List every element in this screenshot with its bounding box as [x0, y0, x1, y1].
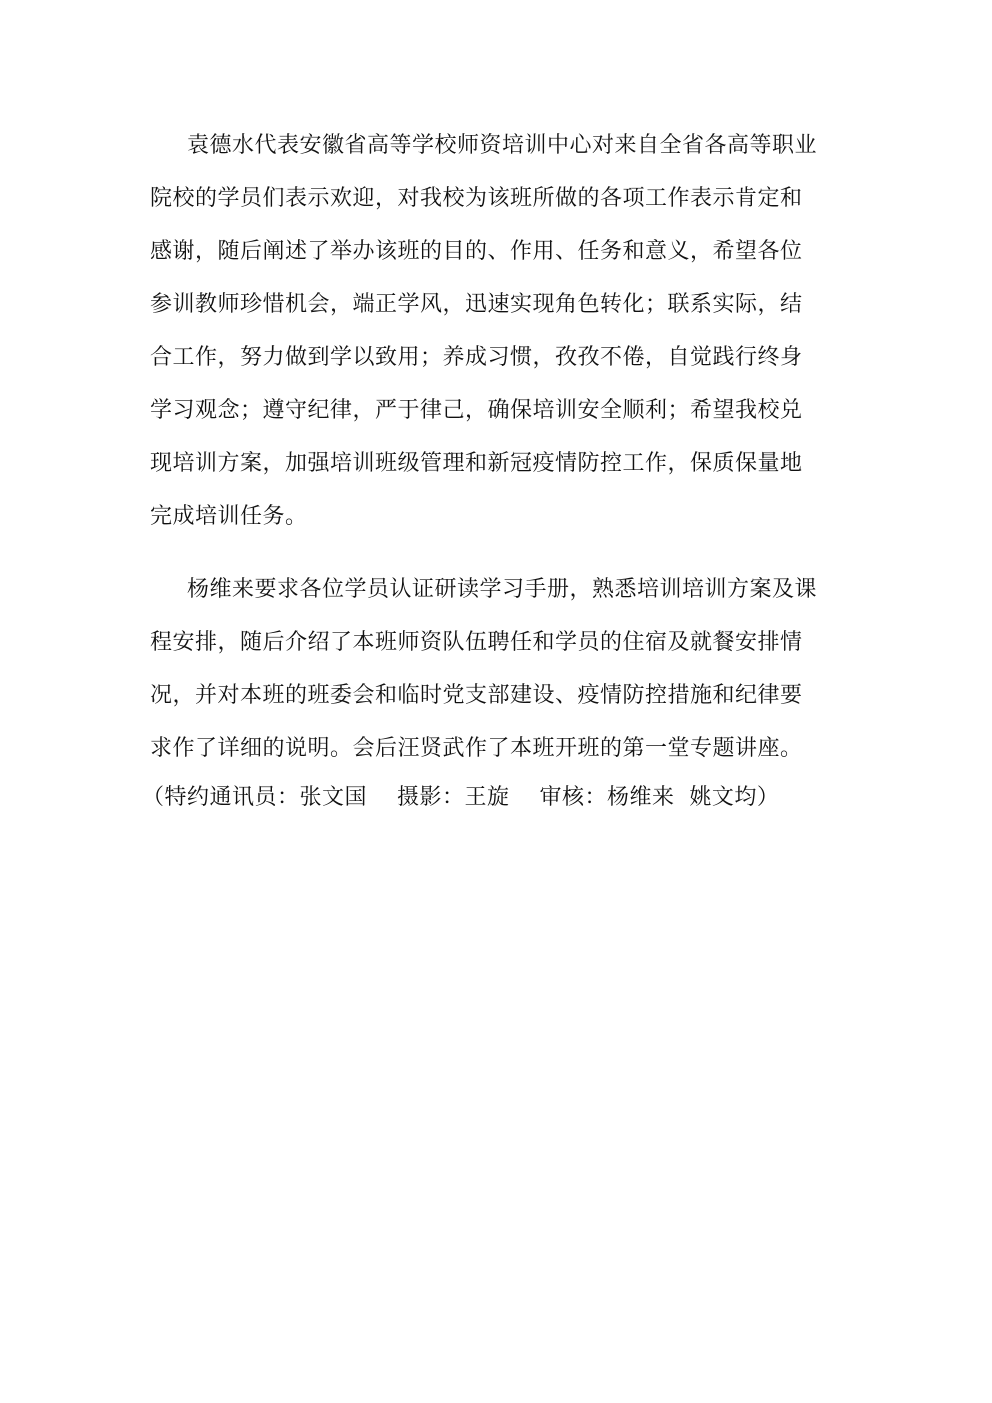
paragraph-2-line-2: 程安排，随后介绍了本班师资队伍聘任和学员的住宿及就餐安排情 [150, 630, 803, 655]
paragraph-1-line-8: 完成培训任务。 [150, 504, 308, 529]
paragraph-1-line-4: 参训教师珍惜机会，端正学风，迅速实现角色转化；联系实际，结 [150, 292, 803, 317]
paragraph-2-line-3: 况，并对本班的班委会和临时党支部建设、疫情防控措施和纪律要 [150, 683, 803, 708]
paragraph-2-line-4: 求作了详细的说明。会后汪贤武作了本班开班的第一堂专题讲座。 [150, 736, 803, 761]
paragraph-1-line-2: 院校的学员们表示欢迎，对我校为该班所做的各项工作表示肯定和 [150, 186, 803, 211]
paragraph-1-line-7: 现培训方案，加强培训班级管理和新冠疫情防控工作，保质保量地 [150, 451, 803, 476]
paragraph-1-line-1: 袁德水代表安徽省高等学校师资培训中心对来自全省各高等职业 [187, 133, 818, 158]
credits-line: （特约通讯员：张文国 摄影：王旋 审核：杨维来 姚文均） [142, 785, 780, 810]
paragraph-1-line-3: 感谢，随后阐述了举办该班的目的、作用、任务和意义，希望各位 [150, 239, 803, 264]
paragraph-2-line-1: 杨维来要求各位学员认证研读学习手册，熟悉培训培训方案及课 [187, 577, 818, 602]
paragraph-1-line-6: 学习观念；遵守纪律，严于律己，确保培训安全顺利；希望我校兑 [150, 398, 803, 423]
paragraph-1-line-5: 合工作，努力做到学以致用；养成习惯，孜孜不倦，自觉践行终身 [150, 345, 803, 370]
